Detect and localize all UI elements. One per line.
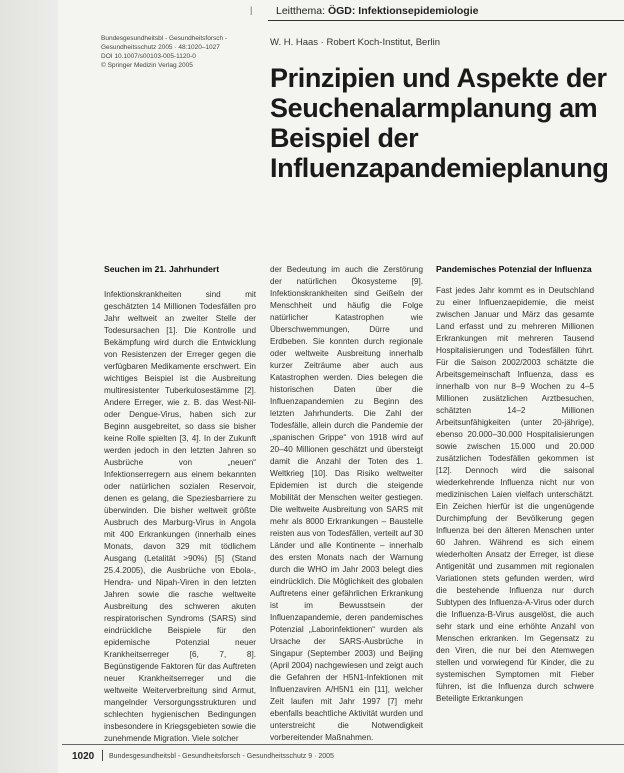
running-header <box>250 3 624 21</box>
header-marker: | <box>250 5 253 15</box>
pubinfo-journal: Bundesgesundheitsbl - Gesundheitsforsch - <box>101 35 228 42</box>
scan-margin <box>0 0 58 773</box>
footer-divider <box>102 750 103 761</box>
pubinfo-doi: DOI 10.1007/s00103-005-1120-0 <box>101 53 196 60</box>
pubinfo-copyright: © Springer Medizin Verlag 2005 <box>101 62 193 69</box>
body-text: Infektionskrankheiten sind mit geschätzten 14 Millionen Todesfällen pro Jahr weltweit an zweiter Stelle der Todesursachen [1]. Die Kontrolle und Bekämpfung wird durch die Entwicklung von Resistenzen der Erreger gegen die verfügbaren Medikamente erschwert. Ein wichtiges Beispiel ist die Ausbreitung multiresistenter Tuberkulosestämme [2]. Andere Erreger, wie z. B. das West-Nil- oder Dengue-Virus, haben sich zur Beginn ausgebreitet, so dass sie bisher keine Rolle spielten [3, 4]. In der Zukunft werden jedoch in den letzten Jahren so Ausbrüche von „neuen“ Infektionserregern aus einem bekannten oder natürlichen sozialen Reservoir, denen es gelang, die Speziesbarriere zu überwinden. Die bisher weltweit größte Ausbruch des Marburg-Virus in Angola mit 400 Erkrankungen (innerhalb eines Monats, davon 329 mit tödlichem Ausgang (Letalität >90%) [5] (Stand 25.4.2005), die Ausbrüche von Ebola-, Hendra- und Nipah-Viren in den letzten Jahren sowie die rasche weltweite Ausbreitung des schweren akuten respiratorischen Syndroms (SARS) sind eindrückliche Beispiele für den epidemische Potenzial neuer Krankheitserreger [6, 7, 8]. Begünstigende Faktoren für das Auftreten neuer Krankheitserreger und die weltweite Weiterverbreitung sind Armut, mangelnder Versorgungsstrukturen und schlechten hygienischen Bedingungen insbesondere in Kriegsgebieten sowie die zunehmende Migration. Viele solcher <box>104 290 256 743</box>
article-title: Prinzipien und Aspekte der Seuchenalarmplanung am Beispiel der Influenzapandemieplanung <box>270 63 609 183</box>
section-heading: Pandemisches Potenzial der Influenza <box>436 264 592 274</box>
leitthema-topic: ÖGD: Infektionsepidemiologie <box>327 5 479 17</box>
author-line: W. H. Haas · Robert Koch-Institut, Berlin <box>270 37 441 48</box>
text-column-1 <box>104 264 256 747</box>
text-column-2 <box>270 264 423 744</box>
page-footer <box>62 744 624 765</box>
body-text: der Bedeutung im auch die Zerstörung der natürlichen Ökosysteme [9]. Infektionskrankheiten sind Geißeln der Menschheit und häufig die Folge natürlicher Katastrophen wie Überschwemmungen, Dürre und Erdbeben. Sie konnten durch regionale oder weltweite Ausbreitung innerhalb kurzer Zeiträume aber auch aus Katastrophen werden. Dies belegen die historischen Daten über die Influenzapandemien zu Beginn des letzten Jahrhunderts. Die Zahl der Todesfälle, allein durch die Pandemie der „spanischen Grippe“ von 1918 wird auf 20–40 Millionen geschätzt und übersteigt damit die Anzahl der Toten des 1. Weltkrieg [10]. Das Risiko weltweiter Epidemien ist durch die steigende Mobilität der Menschen weiter gestiegen. Die weltweite Ausbreitung von SARS mit mehr als 8000 Erkrankungen – Baustelle reisten aus von Todesfällen, verteilt auf 30 Länder und alle Kontinente – innerhalb des ersten Monats nach der Warnung durch die WHO im Jahr 2003 belegt dies eindrücklich. Die Möglichkeit des globalen Auftretens einer gefährlichen Erkrankung ist im Bewusstsein der Influenzapandemie, deren pandemisches Potenzial „Laborinfektionen“ wurden als Ursache der SARS-Ausbrüche in Singapur (September 2003) und Beijing (April 2004) nachgewiesen und zeigt auch die Gefahren der H5N1-Infektionen mit Influenzaviren A/H5N1 ein [11], welcher Zeit laufen mit Jahr 1997 [7] mehr ebenfalls beachtliche Aktivität wurden und unterstreicht die Notwendigkeit vorbereitender Maßnahmen. <box>270 265 423 742</box>
leitthema-label <box>276 5 478 17</box>
section-heading: Seuchen im 21. Jahrhundert <box>104 264 220 274</box>
text-column-3 <box>436 264 594 707</box>
publication-info <box>101 34 227 70</box>
body-text: Fast jedes Jahr kommt es in Deutschland zu einer Influenzaepidemie, die meist zwischen Januar und März das gesamte Land erfasst und zu mehreren Millionen Erkrankungen mit mehreren Tausend Hospitalisierungen und Todesfällen führt. Für die Saison 2002/2003 schätzte die Arbeitsgemeinschaft Influenza, dass es innerhalb von nur 8–9 Wochen zu 4–5 Millionen zusätzlichen Arztbesuchen, schätzten 14–2 Millionen Arbeitsunfähigkeiten (unter 20-jährige), ebenso 20.000–30.000 Hospitalisierungen sowie zwischen 15.000 und 20.000 zusätzlichen Todesfällen gekommen ist [12]. Dennoch wird die saisonal wiederkehrende Influenza nicht nur von medizinischen Laien vielfach unterschätzt. Ein Zeichen hierfür ist die ungenügende Durchimpfung der Bevölkerung gegen Influenza bei den älteren Menschen unter 60 Jahren. Während es sich einem wiederholten Ansatz der Erreger, ist diese Antigenität und zusammen mit regionalen Variationen stets gefunden werden, wird die bestehende Influenza nur durch Subtypen des Influenza-A-Virus oder durch die Influenza-B-Virus ausgelöst, die auch sehr stark und eine erhöhte Anzahl von Menschen erkranken. Im Gegensatz zu den Viren, die nur bei den Atemwegen stellen und vorwiegend für Kinder, die zu systemischen Symptomen mit Fieber führen, ist die Influenza durch schwere Beteiligte Erkrankungen <box>436 286 594 703</box>
footer-journal: Bundesgesundheitsbl - Gesundheitsforsch - Gesundheitsschutz 9 · 2005 <box>109 753 334 760</box>
pubinfo-volume: Gesundheitsschutz 2005 · 48:1020–1027 <box>101 44 220 51</box>
page-number: 1020 <box>72 751 95 762</box>
leitthema-prefix: Leitthema: <box>276 5 326 17</box>
